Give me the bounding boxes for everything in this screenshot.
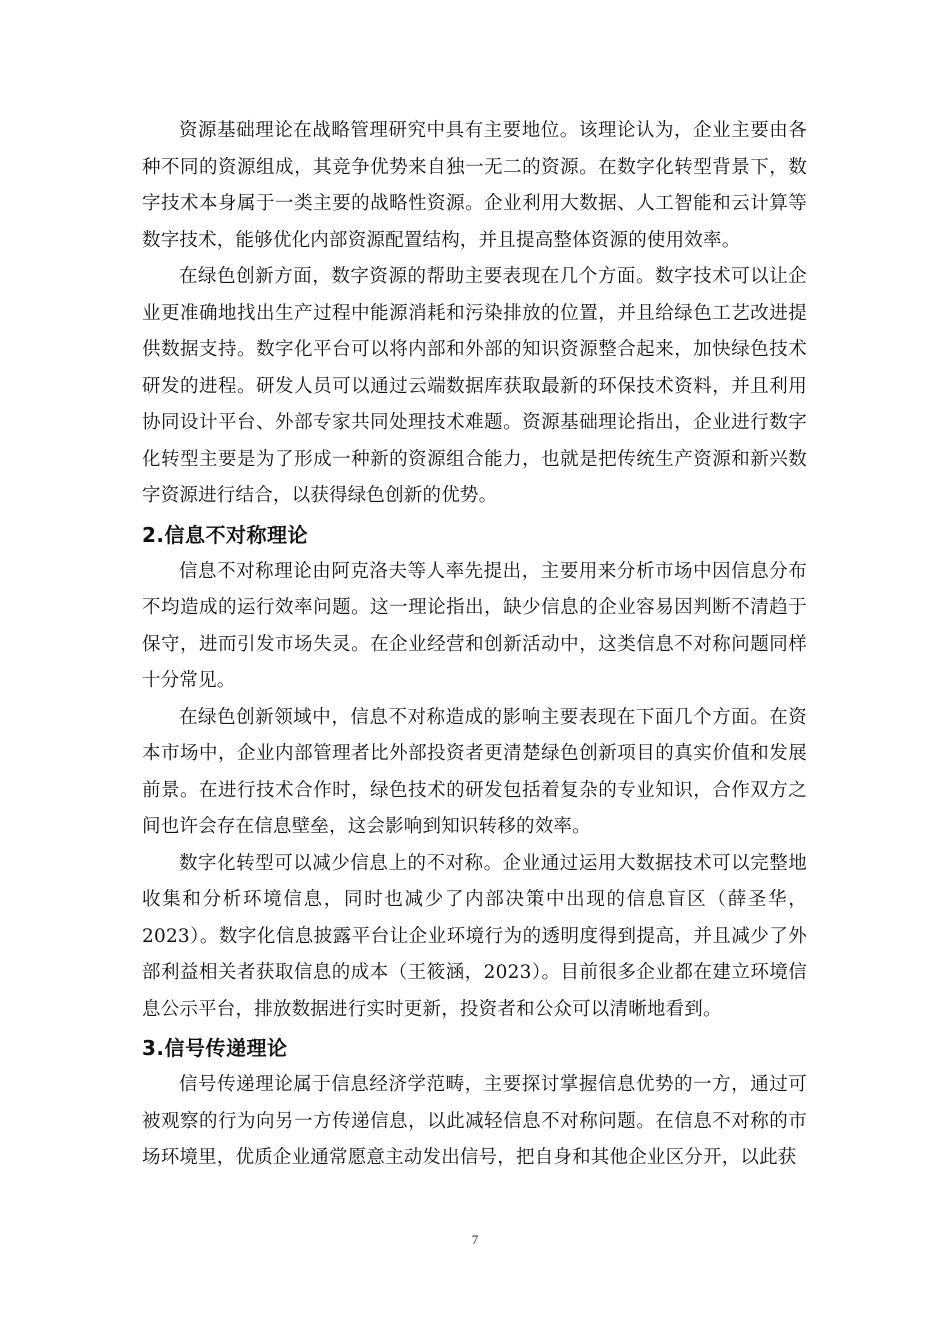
paragraph-signaling-theory: 信号传递理论属于信息经济学范畴，主要探讨掌握信息优势的一方，通过可被观察的行为向另一方传递信息，以此减轻信息不对称问题。在信息不对称的市场环境里，优质企业通常愿意主动发出信号，把自身和其他企业区分开，以此获: [142, 1074, 807, 1168]
section-heading-information-asymmetry: 2.信息不对称理论: [142, 522, 309, 547]
paragraph-asymmetry-green-innovation: 在绿色创新领域中，信息不对称造成的影响主要表现在下面几个方面。在资本市场中，企业内部管理者比外部投资者更清楚绿色创新项目的真实价值和发展前景。在进行技术合作时，绿色技术的研发包括着复杂的专业知识，合作双方之间也许会存在信息壁垒，这会影响到知识转移的效率。: [142, 706, 807, 837]
paragraph-digital-reduces-asymmetry: 数字化转型可以减少信息上的不对称。企业通过运用大数据技术可以完整地收集和分析环境信息，同时也减少了内部决策中出现的信息盲区（薛圣华，2023）。数字化信息披露平台让企业环境行为的透明度得到提高，并且减少了外部利益相关者获取信息的成本（王筱涵，2023）。目前很多企业都在建立环境信息公示平台，排放数据进行实时更新，投资者和公众可以清晰地看到。: [142, 852, 807, 1020]
paragraph-resource-theory: 资源基础理论在战略管理研究中具有主要地位。该理论认为，企业主要由各种不同的资源组成，其竞争优势来自独一无二的资源。在数字化转型背景下，数字技术本身属于一类主要的战略性资源。企业利用大数据、人工智能和云计算等数字技术，能够优化内部资源配置结构，并且提高整体资源的使用效率。: [142, 120, 807, 251]
document-body: [142, 113, 807, 1177]
page-number: 7: [471, 1232, 479, 1247]
section-heading-signaling-theory: 3.信号传递理论: [142, 1036, 288, 1060]
paragraph-asymmetry-definition: 信息不对称理论由阿克洛夫等人率先提出，主要用来分析市场中因信息分布不均造成的运行效率问题。这一理论指出，缺少信息的企业容易因判断不清趋于保守，进而引发市场失灵。在企业经营和创新活动中，这类信息不对称问题同样十分常见。: [142, 560, 807, 691]
paragraph-green-innovation-resources: 在绿色创新方面，数字资源的帮助主要表现在几个方面。数字技术可以让企业更准确地找出生产过程中能源消耗和污染排放的位置，并且给绿色工艺改进提供数据支持。数字化平台可以将内部和外部的知识资源整合起来，加快绿色技术研发的进程。研发人员可以通过云端数据库获取最新的环保技术资料，并且利用协同设计平台、外部专家共同处理技术难题。资源基础理论指出，企业进行数字化转型主要是为了形成一种新的资源组合能力，也就是把传统生产资源和新兴数字资源进行结合，以获得绿色创新的优势。: [142, 266, 807, 506]
